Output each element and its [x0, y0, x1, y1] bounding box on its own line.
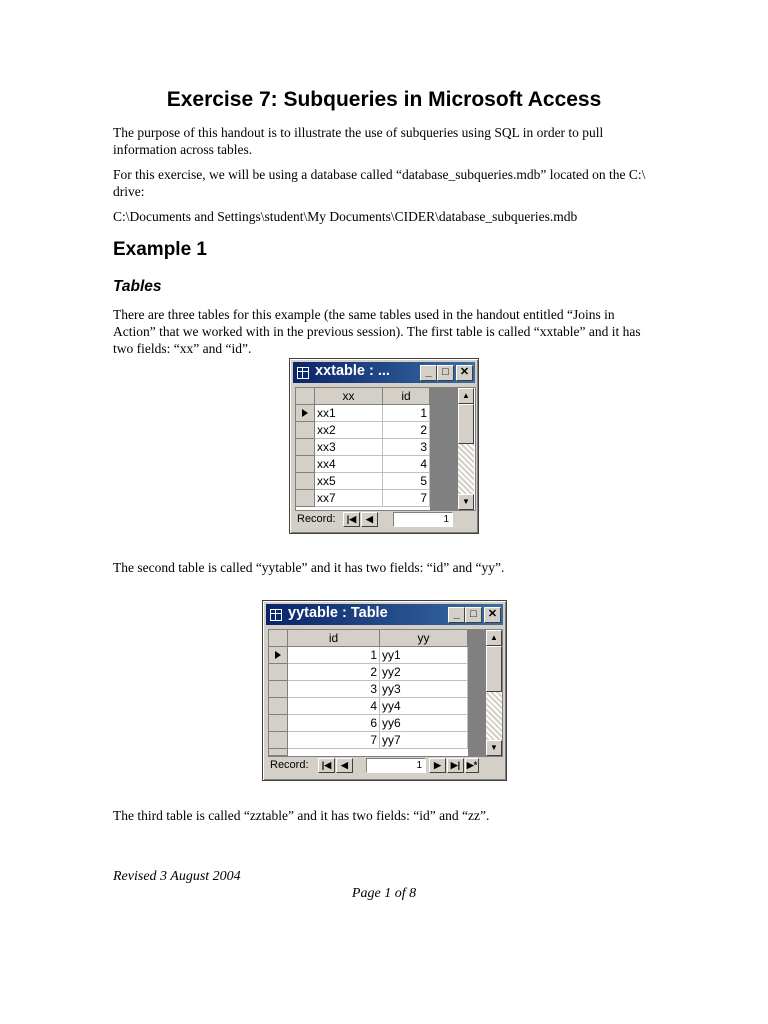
- cell-id[interactable]: 4: [383, 456, 430, 473]
- cell-xx[interactable]: xx4: [315, 456, 383, 473]
- yytable-record-navigator: [268, 757, 501, 775]
- record-label: Record:: [270, 759, 309, 771]
- minimize-button[interactable]: _: [448, 607, 465, 623]
- cell-yy[interactable]: yy3: [380, 681, 468, 698]
- record-selector[interactable]: [269, 715, 288, 732]
- empty-area: [430, 388, 458, 510]
- table-icon: [297, 367, 309, 379]
- scroll-down-icon[interactable]: ▼: [486, 740, 502, 756]
- cell-id[interactable]: 4: [288, 698, 380, 715]
- cell-id[interactable]: 3: [383, 439, 430, 456]
- intro-paragraph: The purpose of this handout is to illustrate the use of subqueries using SQL in order to pull information across tables.: [113, 125, 604, 157]
- scroll-thumb[interactable]: [458, 404, 474, 444]
- tables-heading: Tables: [113, 278, 162, 295]
- xxtable-window: [289, 358, 479, 534]
- cell-id[interactable]: 5: [383, 473, 430, 490]
- tables-paragraph: There are three tables for this example (the same tables used in the handout entitled “Joins in Action” that we worked with in the previous session). The first table is called “xxtable” and it has two fields: “xx” and “id”.: [113, 307, 641, 356]
- first-record-icon[interactable]: |◀: [318, 758, 335, 773]
- column-header-id[interactable]: id: [288, 630, 380, 647]
- scroll-up-icon[interactable]: ▲: [458, 388, 474, 404]
- table-icon: [270, 609, 282, 621]
- cell-yy[interactable]: yy7: [380, 732, 468, 749]
- cell-id[interactable]: 3: [288, 681, 380, 698]
- yytable-title: yytable : Table: [288, 605, 388, 621]
- cell-xx[interactable]: xx5: [315, 473, 383, 490]
- record-selector[interactable]: [269, 647, 288, 664]
- record-selector[interactable]: [269, 698, 288, 715]
- first-record-icon[interactable]: |◀: [343, 512, 360, 527]
- cell-yy[interactable]: yy1: [380, 647, 468, 664]
- cell-id[interactable]: 7: [288, 732, 380, 749]
- scroll-thumb[interactable]: [486, 646, 502, 692]
- third-table-paragraph: The third table is called “zztable” and it has two fields: “id” and “zz”.: [113, 808, 490, 823]
- record-selector[interactable]: [296, 490, 315, 507]
- cell-id[interactable]: 1: [383, 405, 430, 422]
- previous-record-icon[interactable]: ◀: [336, 758, 353, 773]
- vertical-scrollbar[interactable]: [458, 388, 474, 510]
- new-record-icon[interactable]: ▶*: [465, 758, 479, 773]
- record-selector[interactable]: [296, 439, 315, 456]
- cell-yy[interactable]: yy4: [380, 698, 468, 715]
- xxtable-title: xxtable : ...: [315, 363, 390, 379]
- vertical-scrollbar[interactable]: [486, 630, 502, 756]
- cell-id[interactable]: 2: [383, 422, 430, 439]
- last-record-icon[interactable]: ▶|: [447, 758, 464, 773]
- cell-xx[interactable]: xx3: [315, 439, 383, 456]
- scroll-up-icon[interactable]: ▲: [486, 630, 502, 646]
- record-label: Record:: [297, 513, 336, 525]
- cell-yy[interactable]: yy2: [380, 664, 468, 681]
- column-header-xx[interactable]: xx: [315, 388, 383, 405]
- close-button[interactable]: ✕: [484, 607, 501, 623]
- cell-xx[interactable]: xx7: [315, 490, 383, 507]
- scroll-down-icon[interactable]: ▼: [458, 494, 474, 510]
- record-number-field[interactable]: 1: [366, 758, 426, 773]
- record-selector[interactable]: [269, 732, 288, 749]
- select-all-corner[interactable]: [296, 388, 315, 405]
- column-header-id[interactable]: id: [383, 388, 430, 405]
- xxtable-record-navigator: [295, 511, 474, 529]
- example-heading: Example 1: [113, 239, 207, 260]
- record-selector[interactable]: [269, 681, 288, 698]
- database-intro-paragraph: For this exercise, we will be using a database called “database_subqueries.mdb” located on the C:\ drive:: [113, 167, 646, 199]
- maximize-button[interactable]: □: [465, 607, 482, 623]
- revision-date: Revised 3 August 2004: [113, 869, 241, 884]
- maximize-button[interactable]: □: [437, 365, 454, 381]
- record-number-field[interactable]: 1: [393, 512, 453, 527]
- yytable-window: [262, 600, 507, 781]
- cell-id[interactable]: 6: [288, 715, 380, 732]
- page-title: Exercise 7: Subqueries in Microsoft Access: [166, 88, 602, 111]
- database-path: C:\Documents and Settings\student\My Documents\CIDER\database_subqueries.mdb: [113, 209, 578, 224]
- new-record-selector[interactable]: [269, 749, 288, 756]
- select-all-corner[interactable]: [269, 630, 288, 647]
- cell-id[interactable]: 1: [288, 647, 380, 664]
- xxtable-datasheet: [295, 387, 476, 511]
- column-header-yy[interactable]: yy: [380, 630, 468, 647]
- cell-xx[interactable]: xx1: [315, 405, 383, 422]
- page-number: Page 1 of 8: [351, 886, 417, 901]
- yytable-datasheet: [268, 629, 503, 757]
- record-selector[interactable]: [296, 473, 315, 490]
- record-selector[interactable]: [296, 456, 315, 473]
- previous-record-icon[interactable]: ◀: [361, 512, 378, 527]
- yytable-titlebar: [266, 604, 503, 625]
- record-selector[interactable]: [296, 422, 315, 439]
- xxtable-titlebar: [293, 362, 475, 383]
- cell-yy[interactable]: yy6: [380, 715, 468, 732]
- record-selector[interactable]: [269, 664, 288, 681]
- minimize-button[interactable]: _: [420, 365, 437, 381]
- empty-area: [468, 630, 486, 756]
- close-button[interactable]: ✕: [456, 365, 473, 381]
- record-selector[interactable]: [296, 405, 315, 422]
- next-record-icon[interactable]: ▶: [429, 758, 446, 773]
- second-table-paragraph: The second table is called “yytable” and it has two fields: “id” and “yy”.: [113, 560, 505, 575]
- cell-xx[interactable]: xx2: [315, 422, 383, 439]
- cell-id[interactable]: 7: [383, 490, 430, 507]
- cell-id[interactable]: 2: [288, 664, 380, 681]
